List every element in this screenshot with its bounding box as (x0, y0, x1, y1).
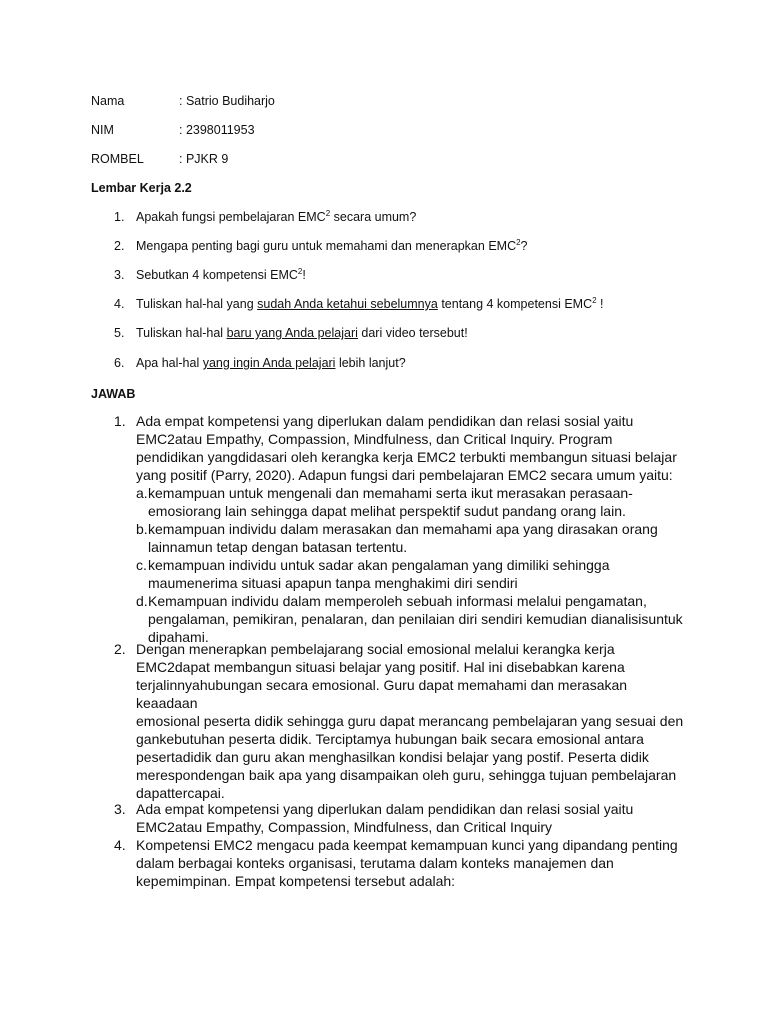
question-number: 4. (114, 297, 125, 311)
question-item (114, 209, 416, 225)
answer-line: Ada empat kompetensi yang diperlukan dalam pendidikan dan relasi sosial yaitu (136, 801, 634, 817)
question-item (114, 355, 406, 371)
answer-line: yang positif (Parry, 2020). Adapun fungsi dari pembelajaran EMC2 secara umum yaitu: (136, 467, 673, 483)
sub-item (136, 484, 694, 520)
question-text: Apa hal-hal (136, 356, 203, 370)
question-number: 1. (114, 210, 125, 224)
answer-item (114, 800, 694, 836)
answer-number: 2. (114, 641, 126, 657)
answer-line: pendidikan yangdidasari oleh kerangka kerja EMC2 terbukti membangun situasi belajar (136, 449, 677, 465)
answer-line: pesertadidik dan guru akan menghasilkan kondisi belajar yang postif. Peserta didik (136, 749, 649, 765)
underlined-text: sudah Anda ketahui sebelumnya (257, 297, 438, 311)
question-text: secara umum? (330, 210, 417, 224)
worksheet-title: Lembar Kerja 2.2 (91, 181, 192, 195)
question-number: 2. (114, 239, 125, 253)
superscript: 2 (297, 267, 303, 276)
underlined-text: baru yang Anda pelajari (226, 326, 358, 340)
field-nama (91, 93, 275, 109)
answer-item (114, 412, 694, 646)
answer-number: 1. (114, 413, 126, 429)
field-label: NIM (91, 123, 114, 137)
question-item (114, 267, 306, 283)
answer-line: EMC2atau Empathy, Compassion, Mindfulness, dan Critical Inquiry. Program (136, 431, 613, 447)
sub-item (136, 556, 694, 592)
answer-line: EMC2dapat membangun situasi belajar yang positif. Hal ini disebabkan karena (136, 659, 625, 675)
question-text: tentang 4 kompetensi EMC (437, 297, 593, 311)
question-item (114, 325, 468, 341)
answer-line: Dengan menerapkan pembelajarang social emosional melalui kerangka kerja (136, 641, 615, 657)
answer-line: maumenerima situasi apapun tanpa menghakimi diri sendiri (148, 575, 518, 591)
sub-item (136, 592, 694, 646)
question-text: ? (520, 239, 528, 253)
answer-line: kemampuan untuk mengenali dan memahami serta ikut merasakan perasaan- (148, 485, 633, 501)
sub-label: d. (136, 593, 148, 609)
question-text: Tuliskan hal-hal yang (136, 297, 258, 311)
answer-line: pengalaman, pemikiran, penalaran, dan penilaian diri sendiri kemudian dianalisisuntuk (148, 611, 683, 627)
sub-label: c. (136, 557, 147, 573)
field-label: Nama (91, 94, 125, 108)
answer-line: kemampuan individu untuk sadar akan pengalaman yang dimiliki sehingga (148, 557, 610, 573)
question-item (114, 238, 528, 254)
question-text: ! (302, 268, 306, 282)
answer-line: emosiorang lain sehingga dapat melihat perspektif sudut pandang orang lain. (148, 503, 626, 519)
question-text: Apakah fungsi pembelajaran EMC (136, 210, 326, 224)
answer-line: emosional peserta didik sehingga guru dapat merancang pembelajaran yang sesuai den (136, 713, 684, 729)
sub-label: a. (136, 485, 148, 501)
answer-line: lainnamun tetap dengan batasan tertentu. (148, 539, 408, 555)
superscript: 2 (516, 238, 521, 247)
field-label: ROMBEL (91, 152, 144, 166)
question-text: dari video tersebut! (357, 326, 468, 340)
question-number: 3. (114, 268, 125, 282)
field-value: : Satrio Budiharjo (179, 94, 275, 108)
answer-item (114, 640, 694, 802)
question-text: Tuliskan hal-hal (136, 326, 227, 340)
question-number: 5. (114, 326, 125, 340)
answer-line: keaadaan (136, 695, 198, 711)
answer-number: 4. (114, 837, 126, 853)
answer-body (136, 800, 694, 836)
field-value: : PJKR 9 (179, 152, 229, 166)
answer-line: Kompetensi EMC2 mengacu pada keempat kemampuan kunci yang dipandang penting (136, 837, 678, 853)
answer-line: Ada empat kompetensi yang diperlukan dalam pendidikan dan relasi sosial yaitu (136, 413, 634, 429)
field-rombel (91, 151, 228, 167)
question-text: lebih lanjut? (335, 356, 406, 370)
answer-number: 3. (114, 801, 126, 817)
field-nim (91, 122, 255, 138)
question-text: Sebutkan 4 kompetensi EMC (136, 268, 298, 282)
answer-line: kemampuan individu dalam merasakan dan memahami apa yang dirasakan orang (148, 521, 658, 537)
question-item (114, 296, 604, 312)
answer-item (114, 836, 694, 890)
answer-line: terjalinnyahubungan secara emosional. Guru dapat memahami dan merasakan (136, 677, 628, 693)
sub-item (136, 520, 694, 556)
superscript: 2 (592, 296, 597, 305)
answer-body (136, 640, 694, 802)
question-number: 6. (114, 356, 125, 370)
answer-line: Kemampuan individu dalam memperoleh sebuah informasi melalui pengamatan, (148, 593, 647, 609)
underlined-text: yang ingin Anda pelajari (202, 356, 336, 370)
question-text: ! (596, 297, 604, 311)
answer-body (136, 412, 694, 646)
answer-line: kepemimpinan. Empat kompetensi tersebut adalah: (136, 873, 456, 889)
answer-line: dipahami. (148, 629, 209, 645)
answer-line: dapattercapai. (136, 785, 225, 801)
field-value: : 2398011953 (179, 123, 255, 137)
sub-label: b. (136, 521, 148, 537)
answer-body (136, 836, 694, 890)
answers-title: JAWAB (91, 387, 136, 401)
answer-line: merespondengan baik apa yang disampaikan oleh guru, sehingga tujuan pembelajaran (136, 767, 677, 783)
answer-line: dalam berbagai konteks organisasi, terutama dalam konteks manajemen dan (136, 855, 614, 871)
superscript: 2 (325, 209, 331, 218)
answer-line: gankebutuhan peserta didik. Terciptamya hubungan baik secara emosional antara (136, 731, 644, 747)
answer-line: EMC2atau Empathy, Compassion, Mindfulness, dan Critical Inquiry (136, 819, 553, 835)
question-text: Mengapa penting bagi guru untuk memahami dan menerapkan EMC (136, 239, 517, 253)
